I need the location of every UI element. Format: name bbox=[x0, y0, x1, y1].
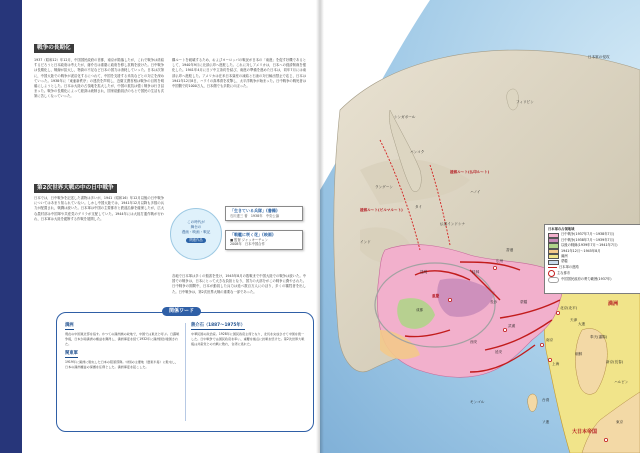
section2-col1-text: 日本では，日中戦争を記述した書物は多いが，1941（昭和16）年12月以後の日中戦争についてはあまり知られていない。しかし中国大陸では，1941年12月以降も多数の兵力が配置され，戦闘は続いた。日本軍は中国の主要都市と鉄道沿線を確保したが，広大な農村部は中国軍や共産党のゲリラが支配していた。1944年には大陸打通作戦が行われ，日本軍は大陸を縦断する作戦を展開した。 bbox=[34, 196, 164, 221]
map-label-french-indochina: 仏領インドシナ bbox=[440, 222, 466, 226]
circle-line-3: 漫画・映画・戦記 bbox=[181, 230, 211, 234]
map-label-japanese-advance: 日本軍の侵攻 bbox=[588, 55, 610, 59]
legend-arrow-label: 日本軍の進路 bbox=[559, 264, 579, 269]
map-label-hongkong: 香港 bbox=[506, 248, 514, 252]
map-label-harbin: ハルビン bbox=[614, 380, 629, 384]
legend-swatch-3 bbox=[548, 243, 559, 248]
legend-swatch-2 bbox=[548, 238, 559, 243]
keywords-tab: 関係ワード bbox=[162, 307, 201, 316]
map-label-thailand: タイ bbox=[415, 205, 423, 209]
map-label-singapore: シンガポール bbox=[394, 115, 416, 119]
city-wuhan-dot bbox=[503, 328, 506, 331]
map-label-shenyang: 奉天(瀋陽) bbox=[590, 335, 608, 339]
map-label-kunming: 昆明 bbox=[420, 270, 428, 274]
keyword-body-3: 中華民国の政治家。1928年に国民政府主席となり，北伐を完成させて中国を統一した。日中戦争では国民政府を率い，重慶を拠点に抗戦を続けた。第2次世界大戦後は共産党との内戦に敗れ，台湾に逃れた。 bbox=[191, 332, 305, 346]
section1-column-2 bbox=[172, 58, 306, 198]
keywords-divider bbox=[185, 323, 186, 421]
city-beijing-dot bbox=[556, 311, 559, 314]
legend-swatch-1 bbox=[548, 233, 559, 238]
map-label-chongqing: 重慶 bbox=[432, 294, 440, 298]
related-works-sidebar bbox=[170, 200, 300, 270]
legend-dot-icon bbox=[548, 270, 555, 277]
map-label-india: インド bbox=[360, 240, 371, 244]
map-label-nanjing: 南京 bbox=[546, 338, 554, 342]
related-work-1-title: 「生きている兵隊」(書籍) bbox=[230, 208, 278, 213]
related-work-2-title: 「戦艦に咲く花」(映画) bbox=[230, 232, 274, 237]
section1-col1-text: 1937（昭和12）年12月，中国国民政府の首都，南京が陥落したが，これで戦争は終結するだろうと日本政府は考えたが，蔣介石は重慶に政府を移し抗戦を続けた。日中戦争は長期化し，戦線が拡大し，物資の不足など日本の国力は消耗していった。日本は次第に，中国大陸での戦争が泥沼化するにつれて，中国を支援する米英などとの対立を深めていった。1938年に「東亜新秩序」の建設を声明し，近衛文麿首相は戦争の目的を明確にしようとした。日本は大陸の占領地を拡大したが，中国の抵抗は強く戦争は行き詰まった。戦争の長期化によって経済は統制され，国家総動員法のもとで国民の生活も次第に苦しくなっていった。 bbox=[34, 58, 164, 99]
city-guangzhou-dot bbox=[493, 266, 496, 269]
map-label-guilin: 桂林 bbox=[472, 270, 480, 274]
map-label-changsha: 長沙 bbox=[490, 300, 498, 304]
map-label-changchun: 新京(長春) bbox=[606, 360, 624, 364]
map-label-bangkok: バンコク bbox=[410, 150, 425, 154]
legend-swatch-4 bbox=[548, 249, 559, 254]
related-works-circle bbox=[170, 208, 222, 260]
legend-label-4: 1941年12月〜1945年8月 bbox=[561, 248, 601, 253]
related-work-2-info-2: 2008年 日本中国合作 bbox=[230, 242, 265, 247]
map-label-mongolia: モンゴル bbox=[470, 400, 485, 404]
map-label-shanghai: 上海 bbox=[552, 362, 560, 366]
map-label-rangoon: ラングーン bbox=[375, 185, 393, 189]
legend-title: 日本軍の占領地域 bbox=[548, 227, 575, 231]
city-chongqing-dot bbox=[448, 298, 451, 301]
keyword-title-2: 関東軍 bbox=[65, 351, 78, 356]
map-label-tianjin: 天津 bbox=[570, 318, 578, 322]
page-gutter-shadow bbox=[316, 0, 324, 453]
circle-line-1: この時代が bbox=[187, 220, 205, 224]
section2-column-1 bbox=[34, 196, 164, 300]
keyword-title-3: 蔣介石（1887〜1975年） bbox=[191, 323, 245, 328]
map-label-yanan: 延安 bbox=[495, 350, 503, 354]
keywords-box bbox=[56, 308, 314, 432]
legend-dot-label: 主な都市 bbox=[557, 271, 571, 276]
map-label-burma-road: 援蔣ルート(ビルマルート) bbox=[360, 208, 403, 212]
keywords-right-column bbox=[191, 323, 305, 347]
legend-label-5: 満洲 bbox=[561, 254, 568, 259]
keyword-title-1: 満洲 bbox=[65, 323, 74, 328]
city-tokyo-dot bbox=[604, 438, 607, 441]
map-legend bbox=[544, 224, 640, 294]
keywords-left-column bbox=[65, 323, 180, 370]
keyword-body-2: 1919年に満洲に駐屯した日本の陸軍部隊。中国の主要地（遼東半島）に駐屯し，日本の満洲権益の保護を任務とした。満洲事変を起こした。 bbox=[65, 360, 179, 369]
city-nanjing-dot bbox=[540, 343, 543, 346]
map-label-inner-mongolia: 蒙疆 bbox=[520, 300, 528, 304]
related-work-card-2[interactable] bbox=[225, 230, 303, 250]
keyword-body-1: 現在の中国東北部を指す。かつての満洲族の故地で，中国では東北と呼ぶ。日露戦争後，日本が南満洲の権益を獲得し，満洲事変を経て1932年に満洲国が建国された。 bbox=[65, 332, 180, 346]
related-work-1-info: 石川達三 著 1938年 中央公論 bbox=[230, 213, 280, 218]
section-heading-1: 戦争の長期化 bbox=[34, 44, 74, 53]
map-label-taiwan: 台湾 bbox=[542, 398, 550, 402]
map-label-manchukuo: 満洲 bbox=[608, 301, 619, 307]
section1-column-1 bbox=[34, 58, 164, 198]
map-label-ussr: ソ連 bbox=[542, 420, 550, 424]
map-label-philippines: フィリピン bbox=[516, 100, 534, 104]
section-heading-2: 第2次世界大戦の中の日中戦争 bbox=[34, 184, 117, 193]
map-label-dalian: 大連 bbox=[578, 322, 586, 326]
related-work-card-1[interactable] bbox=[225, 206, 303, 221]
legend-ring-icon bbox=[548, 277, 559, 282]
map-label-japan: 大日本帝国 bbox=[572, 429, 598, 435]
section2-col2-text: 各地で日本軍は多くの損害を受け，1945年8月の敗戦まで中国大陸での戦争は続いた。中国での戦争は，日本にとって大きな負担となり，国力の大部分がこの戦争に費やされた。日中戦争の期間中，日本が動員した兵力は延べ数百万人にのぼり，多くの犠牲者を出した。日中戦争は，第2次世界大戦の重要な一部であった。 bbox=[172, 274, 306, 294]
map-label-beijing: 北京(北平) bbox=[560, 306, 578, 310]
section2-column-2 bbox=[172, 274, 306, 304]
map-label-indochina-route: 援蔣ルート(仏印ルート) bbox=[450, 170, 490, 174]
map-label-korea: 朝鮮 bbox=[575, 352, 583, 356]
map-label-wuhan: 武漢 bbox=[508, 324, 516, 328]
legend-label-3: 以後の戦線(1939年7月〜1941年7月) bbox=[561, 243, 618, 248]
map-label-guangzhou: 広州 bbox=[496, 259, 504, 263]
map-label-hanoi: ハノイ bbox=[470, 190, 481, 194]
circle-line-2: 舞台の bbox=[190, 225, 202, 229]
left-edge-bar bbox=[0, 0, 22, 453]
related-works-badge: 関連作品 bbox=[186, 238, 206, 243]
legend-arrow-icon bbox=[548, 267, 557, 268]
legend-ring-label: 中国国民政府の勢力範囲(1937年) bbox=[561, 277, 612, 282]
legend-label-1: 日中戦争(1937年7月〜1938年7月) bbox=[561, 232, 615, 237]
section1-col2-text: 構ルートを破壊するため，およびヨーロッパの戦況が日本の「南進」を促す好機であるとして，1940年9月に北部仏印へ進駐した。これに対しアメリカは，日本への経済制裁を強化した。1941年4月に日ソ中立条約を結び，南進の準備を進めた日本は，同年7月には南部仏印へ進駐した。アメリカは在米日本資産の凍結と石油の対日輸出禁止で応じ，日本は1941年12月8日，ハワイの真珠湾を攻撃し，太平洋戦争が始まった。日中戦争の戦死者は中国側で約1000万人，日本側でも多数にのぼった。 bbox=[172, 58, 306, 89]
legend-item-ring bbox=[548, 277, 640, 282]
related-work-2-info-1: ■ 監督 ジャッキーチェン bbox=[230, 237, 269, 242]
map-label-chengdu: 成都 bbox=[416, 308, 424, 312]
legend-swatch-5 bbox=[548, 254, 559, 259]
legend-swatch-6 bbox=[548, 260, 559, 265]
legend-label-6: 蒙疆 bbox=[561, 259, 568, 264]
legend-label-2: 日中戦争(1938年7月〜1939年7月) bbox=[561, 237, 615, 242]
map-label-xian: 西安 bbox=[470, 340, 478, 344]
map-label-tokyo: 東京 bbox=[616, 420, 624, 424]
